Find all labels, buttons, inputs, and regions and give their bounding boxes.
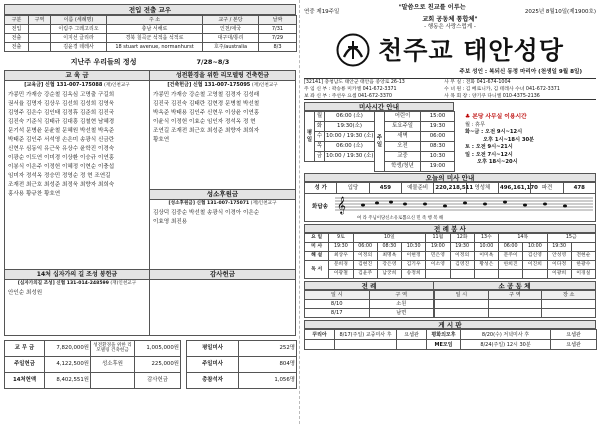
liturgy-group-row (304, 281, 596, 318)
table-row: 전출 이지선 글리라 경북 칠곡군 석적읍 석적로 대구대/통리 7/29 (5, 34, 297, 43)
hymn-numbers-row: 성 가 입당 459 예물준비 220,218,511 영성체 496,161,170 파견 478 (305, 183, 596, 194)
col-name: 이름 (세례명) (51, 16, 107, 25)
thanks-box (150, 270, 296, 336)
summary-building-label: 성전환경을 위한 리모델링 건축헌금 (91, 341, 135, 357)
response-label: 화답송 (312, 204, 328, 211)
church-logo-icon (336, 33, 370, 67)
table-row: 해 설 최상우 이정의 최명옥 이현정 민은영 이정의 이미옥 문주이 김신영 안성영 전현순 (305, 252, 596, 261)
vocation-account-line (150, 200, 295, 207)
mass-table (304, 111, 455, 172)
weekly-prayer-dates: 7/28~8/3 (196, 58, 230, 67)
bulletin-title: 게 시 판 (304, 320, 596, 329)
mass-area (304, 111, 596, 171)
motto: "말씀으로 친교를 이루는 (398, 4, 466, 11)
liturgy-table: 일 시 구 역 8/10 소원 8/17 남면 (304, 290, 434, 318)
office-hours-title: ♣ 본당 사무실 이용시간 (465, 114, 527, 121)
response-row (304, 194, 596, 222)
summary-table (4, 340, 297, 389)
summary-row: 14처헌액 8,402,551원 감사헌금 총참석자 1,056명 (5, 373, 297, 389)
building-fund-box (150, 70, 296, 190)
contact-right: 사 무 실 : 전화 041-674-1004 수 녀 원 : 김 베로니카, 김 테레사 수녀 041-672-3371 사 목 회 장 : 양기쿠 다니엘 010-4375-2136 (444, 80, 560, 100)
table-row: 미 사 19:30 06:00 08:30 10:30 19:00 19:30 10:00 06:00 10:00 19:30 (305, 243, 596, 252)
fold-divider (299, 0, 300, 424)
hymn-table (304, 182, 596, 194)
transfer-table (4, 15, 297, 52)
vocation-account: [성소후원금] 신협 131-007-175071 (168, 201, 250, 206)
office-hours: ♣ 본당 사무실 이용시간 월 : 휴무 화~금 : 오전 9시~12시 오후 1시~18시 30분 토 : 오전 9시~21시 일 : 오전 7시~12시 오후 18시~20시 (455, 111, 596, 171)
col-type: 구분 (5, 16, 29, 25)
table-row: 수 10:00 / 19:30 (소) 새벽 06:00 (305, 132, 455, 142)
building-fund-names: 가콩민 가재승 강순철 고영철 김경자 김성래 김진국 김진숙 김태란 김현경 문병철 박선철 박옥준 박태용 김인주 신현우 이상윤 이연홍 이윤식 이정헌 이효순 임인자 정석옥 정 현 조연길 조재전 최근호 최성준 최향자 최희자 황호연 (153, 91, 260, 143)
col-date: 날짜 (259, 16, 297, 25)
table-row: 8/10 소원 (305, 300, 434, 309)
right-panel (304, 4, 596, 420)
building-fund-account: [건축헌금] 신협 131-007-175095 (167, 82, 251, 88)
bulletin-table (304, 329, 597, 350)
motto-cont: 교회 공동체 통합체" - 행동은 사랑스럽게 - (422, 16, 478, 31)
small-group-title: 소 공 동 체 (434, 281, 596, 290)
music-notes-icon (335, 195, 593, 213)
masthead (304, 31, 596, 69)
left-panel (4, 4, 296, 420)
scholarship-account-holder: (재)인천교구 (103, 83, 130, 88)
table-row: 평일 월 06:00 (소) 주일 어린이 15:00 (305, 112, 455, 122)
liturgy-title: 전 례 (304, 281, 434, 290)
hymn-title: 오늘의 미사 안내 (304, 173, 596, 182)
contact-block (304, 78, 596, 100)
issue-label: 연중 제19주일 (304, 9, 340, 15)
ministers-table (304, 233, 596, 279)
table-row: 목 06:00 (소) 오전 08:30 (305, 142, 455, 152)
table-row: ME모임 8/24(주일) 12시 30분 요셉관 (305, 340, 597, 350)
small-group-table: 일 시 구 역 장 소 (434, 290, 596, 318)
patron-line: 주보 성인 : 복되신 동정 마리아 (천생일 9월 8일) (459, 69, 582, 76)
vocation-title: 성소후원금 (150, 190, 295, 200)
stations-title: 14처 십자가의 길 조성 봉헌금 (5, 270, 149, 280)
building-fund-account-holder: (재)인천교구 (251, 83, 278, 88)
weekly-prayer-title: 지난주 우리들의 정성 (70, 58, 137, 67)
building-vocation-column (150, 70, 296, 270)
vocation-box (150, 190, 296, 270)
building-fund-account-line (150, 81, 295, 89)
summary-row: 교 무 금 7,820,000원 성전환경을 위한 리모델링 건축헌금 1,005,000원 평일미사 252명 (5, 341, 297, 357)
small-group-box (434, 281, 596, 318)
vocation-names: 김상덕 김중순 박선철 송광식 이경아 이은순 이효영 최진용 (153, 209, 260, 225)
weekly-prayer-header (4, 57, 296, 68)
table-row: 전입 이림주 그레고리오 충남 서해로 인천/애국 7/31 (5, 25, 297, 34)
ministers-title: 전 례 봉 사 (304, 224, 596, 233)
building-fund-title: 성전환경을 위한 리모델링 건축헌금 (150, 71, 295, 81)
col-parish: 교구 / 본당 (203, 16, 259, 25)
table-row: 금 10:00 / 19:30 (소) 교중 10:30 (305, 152, 455, 162)
table-row (435, 309, 596, 318)
stations-names: 안인순 최성원 (8, 289, 43, 296)
scholarship-names: 가콩민 가재승 강순철 김옥심 고명출 구길희 권서율 김명자 김상우 김선희 김성희 김영욱 김영주 김은수 김인태 김정휴 김준희 김진국 김진숙 기준식 김태규 김대흥 김철현 남혜경 문기석 문병윤 문윤철 문혜원 박선철 박옥준 박태준 김인주 서석영 손은미 송광식 신금란 신현우 심동익 유근욱 유상수 윤학진 이경숙 이광순 이도연 이미경 이상환 이승규 이연홍 이봉식 이은주 이정헌 이혜정 이현순 이충섭 임미자 정석옥 정승민 정영순 정 현 조연길 조재전 최근호 최성준 최정욱 최향자 최희숙 홍사용 황규찬 황호연 (8, 91, 115, 198)
transfer-title: 전입 전출 교우 (4, 4, 296, 15)
contact-left: [32141] 충청남도 태안군 태안읍 중앙로 26-13 주 임 신 부 : 곽승룡 미카엘 041-672-3371 보 좌 신 부 : 주선우 요셉 041-672-3370 (304, 80, 405, 100)
stations-account-holder: (재)인천교구 (110, 281, 137, 286)
header-top-row (304, 4, 596, 16)
table-row: 화 19:30(소) 토요주일 19:30 (305, 122, 455, 132)
mass-title: 미사시간 안내 (304, 102, 454, 111)
church-title: 천주교 태안성당 (378, 35, 564, 65)
issue-date: 2025년 8월10일(제1900호) (524, 9, 596, 15)
scholarship-account: [교육금] 신협 131-007-175088 (24, 82, 103, 88)
vocation-account-holder: (재)인천교구 (250, 201, 277, 206)
table-row: 이광철 김윤주 남궁희 송정희 이광희 이경실 (305, 270, 596, 279)
table-row: 꾸리아 8/17(주일) 교중미사 후 요셉관 평화의모후 8/20(수) 저녁미사 후 요셉관 (305, 330, 597, 340)
scholarship-box (4, 70, 150, 270)
scholarship-title: 교 육 금 (5, 71, 149, 81)
music-staff (335, 195, 595, 221)
table-row: 독 서 문희경 김현진 강은영 김기우 이소영 김영진 황성은 한희진 이진희 이다정 한광수 (305, 261, 596, 270)
thanks-title: 감사헌금 (150, 270, 295, 280)
donation-columns (4, 70, 296, 270)
table-row: 학생/청년 19:00 (305, 162, 455, 172)
stations-box (4, 270, 150, 336)
liturgy-box (304, 281, 434, 318)
col-district: 구역 (29, 16, 51, 25)
table-row: 전출 김윤경 데레사 18 stuart avenue, normanhurst 호주/australia 8/3 (5, 43, 297, 52)
table-row: 요 일 9토 10일 11월 12화 13수 14목 15금 (305, 234, 596, 243)
stations-account-line (5, 280, 149, 287)
svg-text:𝄞: 𝄞 (337, 195, 346, 214)
col-address: 주 소 (107, 16, 203, 25)
stations-account: [십자가의길 조성] 신협 131-014-248599 (17, 281, 109, 286)
response-lyric: 여 라 주님이당신소유로뽑으신 민 족 행 복 해 (357, 215, 444, 221)
stations-thanks-row (4, 270, 296, 336)
summary-row: 주일헌금 4,122,500원 성소후원 225,000원 주일미사 804명 (5, 357, 297, 373)
scholarship-account-line (5, 81, 149, 89)
transfer-header-row (5, 16, 297, 25)
table-row (435, 300, 596, 309)
table-row: 8/17 남면 (305, 309, 434, 318)
